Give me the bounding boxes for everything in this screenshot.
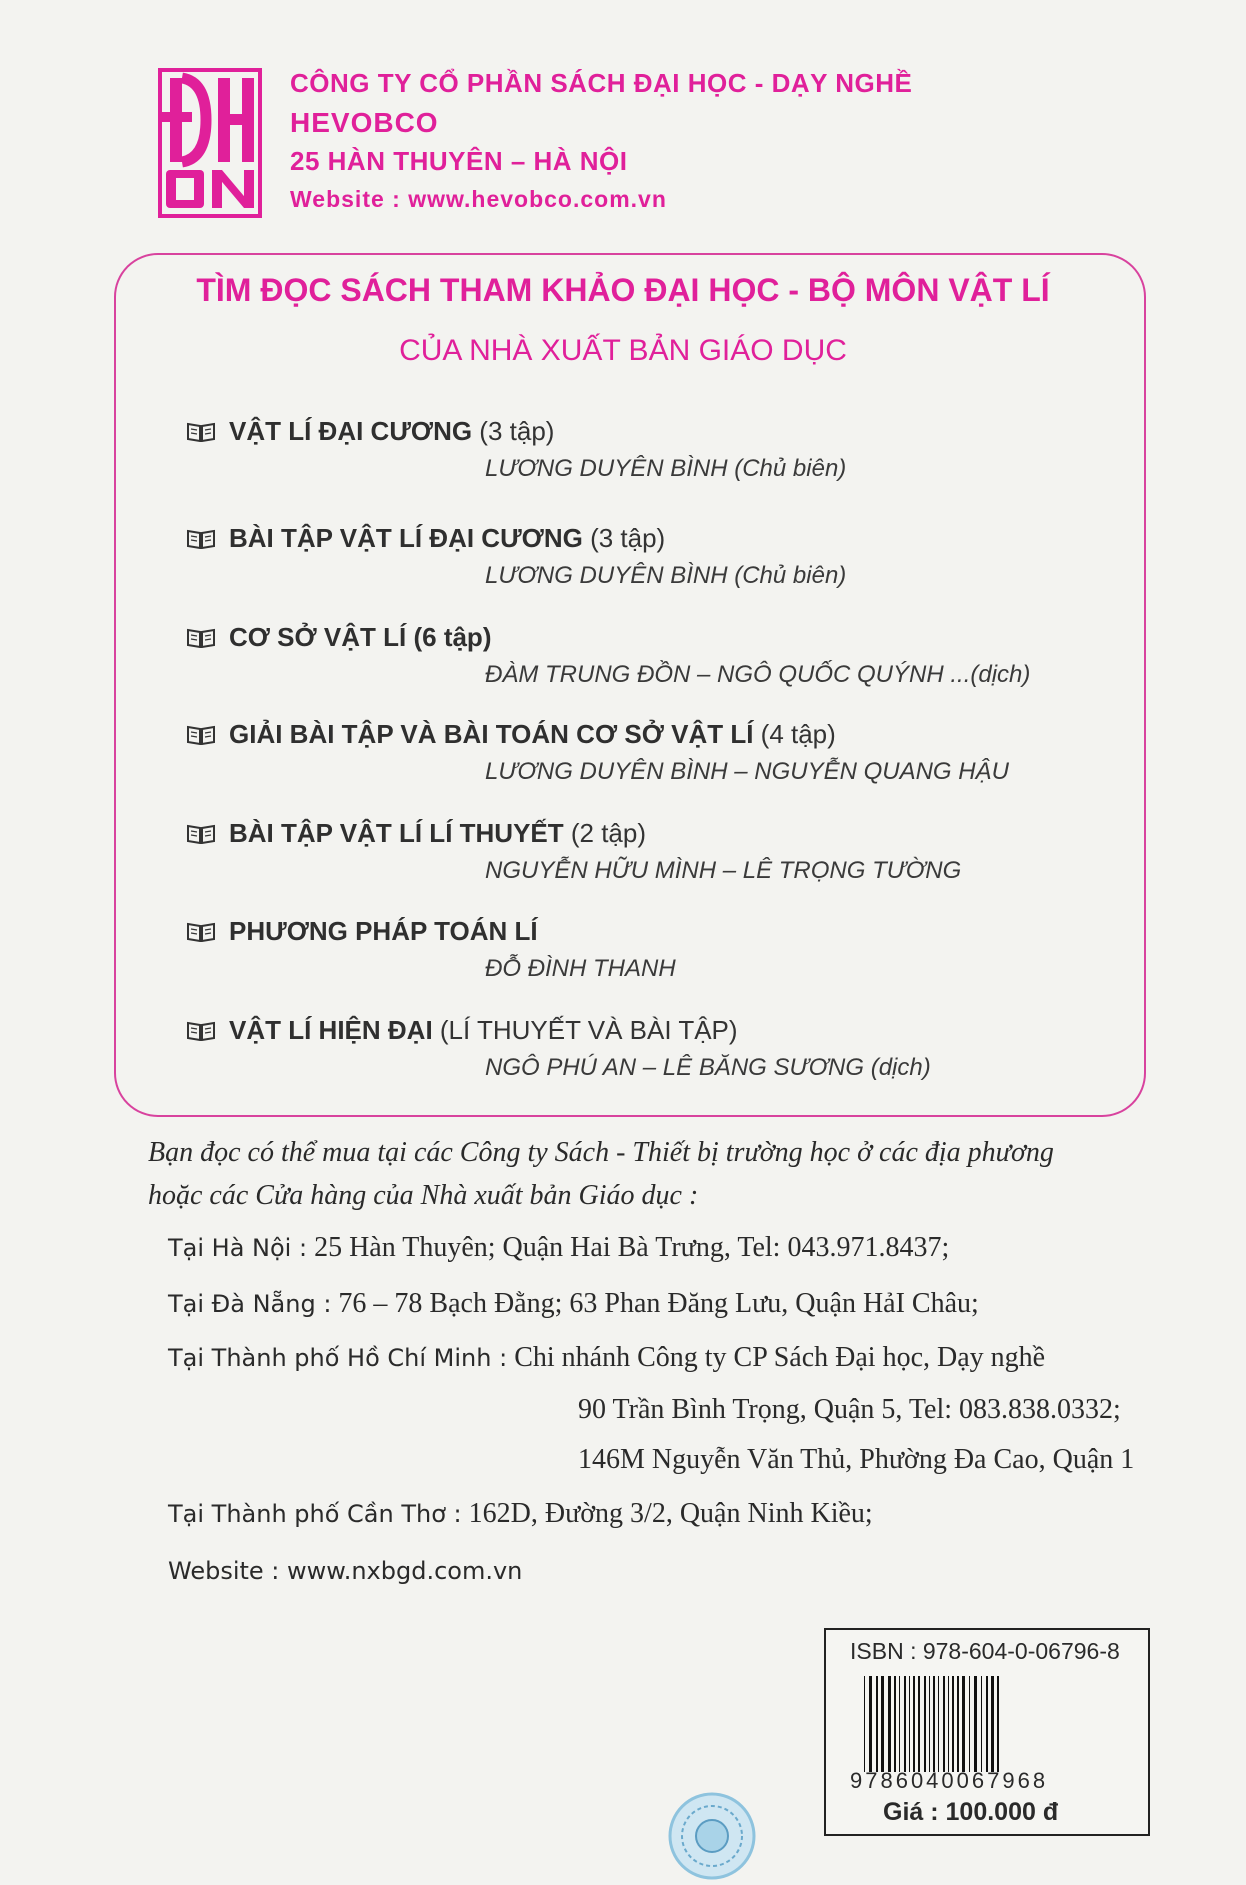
barcode-bar [881, 1676, 884, 1772]
barcode-bar [876, 1676, 878, 1772]
book-item [187, 716, 1087, 785]
dh-dn-logo-icon [162, 72, 258, 214]
barcode-bar [909, 1676, 910, 1772]
open-book-icon [187, 718, 215, 738]
book-author: LƯƠNG DUYÊN BÌNH – NGUYỄN QUANG HẬU [485, 758, 1009, 785]
barcode-bar [899, 1676, 900, 1772]
barcode-bar [962, 1676, 965, 1772]
barcode-bar [986, 1676, 988, 1772]
publisher-brand: HEVOBCO [290, 107, 439, 138]
barcode-bar [981, 1676, 982, 1772]
book-volumes: (LÍ THUYẾT VÀ BÀI TẬP) [432, 1015, 738, 1045]
barcode [862, 1676, 1102, 1772]
barcode-bar [933, 1676, 935, 1772]
book-title: CƠ SỞ VẬT LÍ (6 tập) [229, 622, 492, 652]
barcode-bar [929, 1676, 930, 1772]
purchase-intro-line-1: Bạn đọc có thể mua tại các Công ty Sách - Thiết bị trường học ở các địa phương [148, 1137, 1054, 1168]
book-title: PHƯƠNG PHÁP TOÁN LÍ [229, 916, 538, 946]
barcode-bar [952, 1676, 954, 1772]
book-author: NGÔ PHÚ AN – LÊ BĂNG SƯƠNG (dịch) [485, 1054, 931, 1081]
book-volumes: (2 tập) [563, 818, 647, 848]
book-item [187, 815, 1087, 884]
book-item [187, 413, 1087, 482]
barcode-bar [943, 1676, 945, 1772]
isbn-number: ISBN : 978-604-0-06796-8 [850, 1638, 1120, 1664]
book-title: VẬT LÍ HIỆN ĐẠI [229, 1015, 433, 1045]
barcode-bar [948, 1676, 949, 1772]
open-book-icon [187, 915, 215, 935]
purchase-intro-line-2: hoặc các Cửa hàng của Nhà xuất bản Giáo dục : [148, 1180, 699, 1211]
book-title: GIẢI BÀI TẬP VÀ BÀI TOÁN CƠ SỞ VẬT LÍ [229, 719, 754, 749]
barcode-digits: 9786040067968 [850, 1768, 1049, 1793]
publisher-address: 25 HÀN THUYÊN – HÀ NỘI [290, 146, 628, 176]
open-book-icon [187, 415, 215, 435]
book-author: LƯƠNG DUYÊN BÌNH (Chủ biên) [485, 562, 847, 589]
barcode-bar [913, 1676, 915, 1772]
book-volumes: (3 tập) [472, 416, 555, 446]
hologram-stamp-icon [668, 1792, 756, 1880]
barcode-bar [924, 1676, 926, 1772]
address-cantho-label: Tại Thành phố Cần Thơ : [168, 1500, 462, 1528]
address-danang-label: Tại Đà Nẵng : [168, 1290, 332, 1318]
address-hcm-text: Chi nhánh Công ty CP Sách Đại học, Dạy nghề [507, 1342, 1046, 1373]
open-book-icon [187, 522, 215, 542]
barcode-bar [918, 1676, 920, 1772]
address-hcm [168, 1342, 1045, 1374]
book-list-title: TÌM ĐỌC SÁCH THAM KHẢO ĐẠI HỌC - BỘ MÔN VẬT LÍ [196, 272, 1050, 308]
barcode-bar [991, 1676, 994, 1772]
book-item [187, 520, 1087, 589]
nxbgd-website[interactable]: Website : www.nxbgd.com.vn [168, 1557, 523, 1585]
book-author: LƯƠNG DUYÊN BÌNH (Chủ biên) [485, 455, 847, 482]
address-cantho-text: 162D, Đường 3/2, Quận Ninh Kiều; [461, 1498, 873, 1529]
price-label: Giá : 100.000 đ [883, 1798, 1059, 1826]
barcode-bar [997, 1676, 999, 1772]
book-author: ĐỖ ĐÌNH THANH [485, 955, 676, 982]
address-hcm-label: Tại Thành phố Hồ Chí Minh : [168, 1344, 508, 1372]
book-title: VẬT LÍ ĐẠI CƯƠNG [229, 416, 473, 446]
book-list-subtitle: CỦA NHÀ XUẤT BẢN GIÁO DỤC [399, 334, 847, 367]
address-hanoi-text: 25 Hàn Thuyên; Quận Hai Bà Trưng, Tel: 043.971.8437; [307, 1232, 950, 1263]
publisher-website[interactable]: Website : www.hevobco.com.vn [290, 186, 667, 212]
open-book-icon [187, 1014, 215, 1034]
book-title: BÀI TẬP VẬT LÍ LÍ THUYẾT [229, 818, 564, 848]
open-book-icon [187, 817, 215, 837]
book-author: NGUYỄN HỮU MÌNH – LÊ TRỌNG TƯỜNG [485, 857, 962, 884]
open-book-icon [187, 621, 215, 641]
barcode-bar [894, 1676, 896, 1772]
address-danang [168, 1288, 979, 1320]
barcode-bar [869, 1676, 872, 1772]
book-item [187, 1012, 1087, 1081]
address-hcm-line-3: 146M Nguyễn Văn Thủ, Phường Đa Cao, Quận 1 [578, 1444, 1135, 1475]
book-volumes: (3 tập) [582, 523, 666, 553]
publisher-company: CÔNG TY CỔ PHẦN SÁCH ĐẠI HỌC - DẠY NGHỀ [290, 68, 913, 98]
barcode-bar [904, 1676, 906, 1772]
address-danang-text: 76 – 78 Bạch Đằng; 63 Phan Đăng Lưu, Quận HảI Châu; [331, 1288, 979, 1319]
publisher-logo [158, 68, 262, 218]
address-hcm-line-2: 90 Trần Bình Trọng, Quận 5, Tel: 083.838.0332; [578, 1394, 1121, 1425]
barcode-bar [864, 1676, 865, 1772]
book-title: BÀI TẬP VẬT LÍ ĐẠI CƯƠNG [229, 523, 583, 553]
address-hanoi [168, 1232, 949, 1264]
barcode-bar [969, 1676, 970, 1772]
barcode-bar [974, 1676, 977, 1772]
book-volumes: (4 tập) [753, 719, 836, 749]
address-hanoi-label: Tại Hà Nội : [168, 1234, 308, 1262]
barcode-bar [888, 1676, 891, 1772]
book-item [187, 913, 1087, 982]
address-cantho [168, 1498, 873, 1530]
book-author: ĐÀM TRUNG ĐỒN – NGÔ QUỐC QUÝNH ...(dịch) [485, 661, 1031, 688]
book-item [187, 619, 1087, 688]
barcode-bar [957, 1676, 959, 1772]
barcode-bar [938, 1676, 939, 1772]
